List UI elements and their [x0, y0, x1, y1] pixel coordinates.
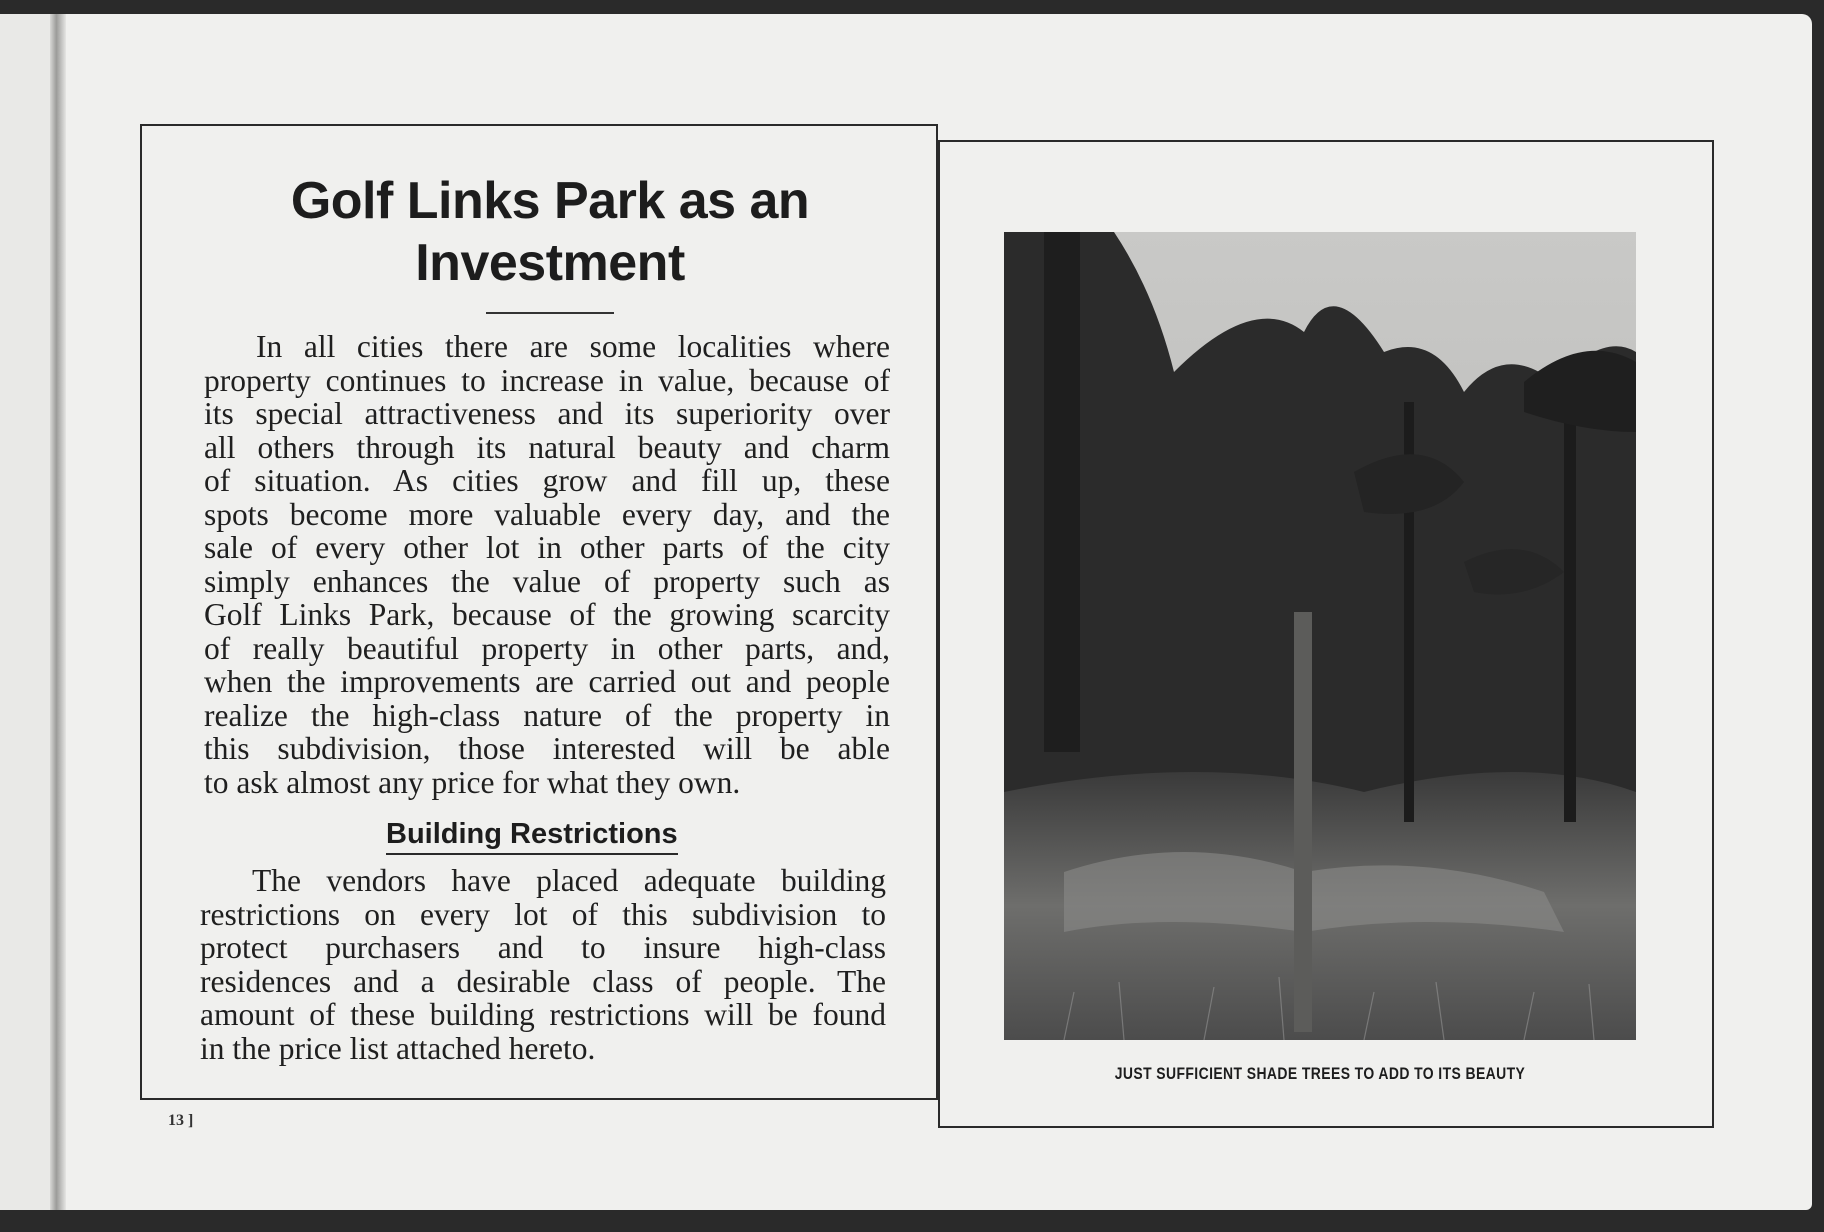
- paragraph-line: restrictions on every lot of this subdivision to: [200, 896, 886, 932]
- paragraph-line: amount of these building restrictions will be found: [200, 997, 886, 1032]
- paragraph-line: its special attractiveness and its superiority over: [204, 396, 890, 431]
- paragraph-line: in the price list attached hereto.: [200, 1030, 596, 1066]
- investment-paragraph: [204, 330, 890, 799]
- title-divider: [486, 312, 614, 314]
- page-number: 13 ]: [168, 1112, 194, 1129]
- restrictions-paragraph: [200, 864, 886, 1065]
- paragraph-line: Golf Links Park, because of the growing scarcity: [204, 597, 890, 632]
- title-line-2: Investment: [415, 234, 685, 292]
- paragraph-line: when the improvements are carried out and people: [204, 664, 890, 699]
- paragraph-line: of situation. As cities grow and fill up, these: [204, 463, 890, 498]
- shade-trees-photo: [1004, 232, 1636, 1040]
- paragraph-line: sale of every other lot in other parts of the city: [204, 530, 890, 565]
- paragraph-line: protect purchasers and to insure high-class: [200, 930, 886, 965]
- paragraph-line: spots become more valuable every day, and the: [204, 496, 890, 532]
- title-line-1: Golf Links Park as an: [290, 172, 810, 230]
- facing-page-edge: [0, 14, 52, 1210]
- paragraph-line: In all cities there are some localities where: [256, 329, 890, 364]
- paragraph-line: to ask almost any price for what they own.: [204, 764, 741, 800]
- building-restrictions-heading: Building Restrictions: [386, 818, 678, 855]
- book-binding: [50, 14, 66, 1210]
- paragraph-line: this subdivision, those interested will be able: [204, 731, 890, 766]
- paragraph-line: residences and a desirable class of people. The: [200, 963, 886, 999]
- paragraph-line: realize the high-class nature of the property in: [204, 697, 890, 733]
- paragraph-line: of really beautiful property in other parts, and,: [204, 630, 890, 666]
- paragraph-line: property continues to increase in value, because of: [204, 362, 890, 398]
- paragraph-line: simply enhances the value of property such as: [204, 563, 890, 599]
- page-title: [200, 170, 900, 294]
- paragraph-line: The vendors have placed adequate building: [252, 863, 886, 898]
- paragraph-line: all others through its natural beauty and charm: [204, 429, 890, 465]
- photo-caption: JUST SUFFICIENT SHADE TREES TO ADD TO ITS BEAUTY: [1114, 1064, 1526, 1083]
